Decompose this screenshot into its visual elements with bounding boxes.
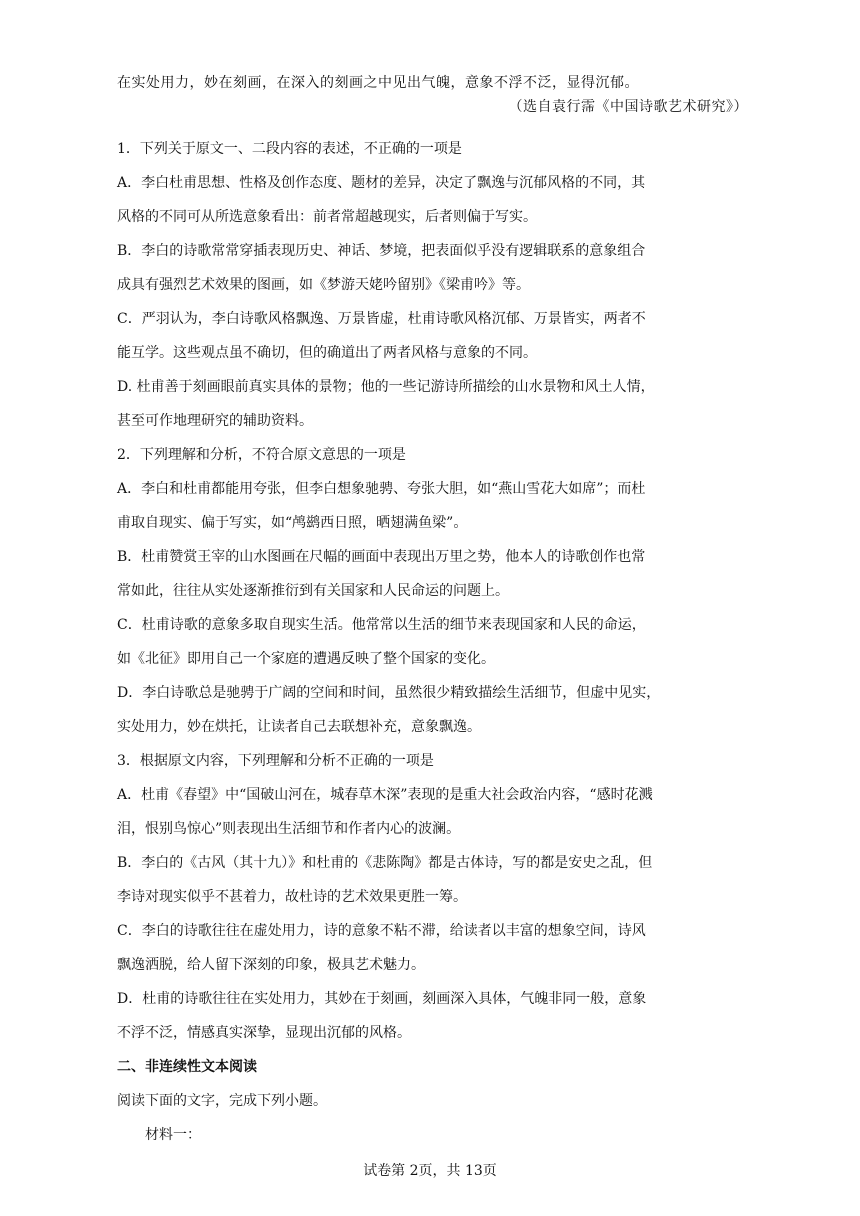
- question-1-stem: 1．下列关于原文一、二段内容的表述，不正确的一项是: [117, 141, 462, 157]
- question-3-option-a-line1: A．杜甫《春望》中“国破山河在，城春草木深”表现的是重大社会政治内容，“感时花溅: [117, 787, 653, 803]
- questions-block: [117, 132, 743, 1152]
- question-3-option-c-line1: C．李白的诗歌往往在虚处用力，诗的意象不粘不滞，给读者以丰富的想象空间，诗风: [117, 923, 646, 939]
- question-3-option-d-line2: 不浮不泛，情感真实深挚，显现出沉郁的风格。: [117, 1025, 411, 1041]
- question-1-option-a-line1: A．李白杜甫思想、性格及创作态度、题材的差异，决定了飘逸与沉郁风格的不同，其: [117, 175, 646, 191]
- question-1-option-c-line2: 能互学。这些观点虽不确切，但的确道出了两者风格与意象的不同。: [117, 345, 537, 361]
- question-1-option-d-line2: 甚至可作地理研究的辅助资料。: [117, 413, 313, 429]
- question-3-option-c-line2: 飘逸洒脱，给人留下深刻的印象，极具艺术魅力。: [117, 957, 425, 973]
- material-label: 材料一：: [145, 1127, 201, 1143]
- question-1-option-d-line1: D. 杜甫善于刻画眼前真实具体的景物；他的一些记游诗所描绘的山水景物和风土人情，: [117, 379, 655, 395]
- question-2-option-a-line1: A．李白和杜甫都能用夸张，但李白想象驰骋、夸张大胆，如“燕山雪花大如席”；而杜: [117, 481, 646, 497]
- question-1-option-b-line2: 成具有强烈艺术效果的图画，如《梦游天姥吟留别》《梁甫吟》等。: [117, 277, 530, 293]
- question-2-option-a-line2: 甫取自现实、偏于写实，如“鸬鹚西日照，晒翅满鱼梁”。: [117, 515, 468, 531]
- question-3-option-b-line2: 李诗对现实似乎不甚着力，故杜诗的艺术效果更胜一筹。: [117, 889, 467, 905]
- question-1-option-b-line1: B．李白的诗歌常常穿插表现历史、神话、梦境，把表面似乎没有逻辑联系的意象组合: [117, 243, 646, 259]
- question-3-stem: 3．根据原文内容，下列理解和分析不正确的一项是: [117, 753, 434, 769]
- question-2-option-d-line2: 实处用力，妙在烘托，让读者自己去联想补充，意象飘逸。: [117, 719, 481, 735]
- question-2-option-b-line1: B．杜甫赞赏王宰的山水图画在尺幅的画面中表现出万里之势，他本人的诗歌创作也常: [117, 549, 646, 565]
- question-2-option-d-line1: D．李白诗歌总是驰骋于广阔的空间和时间，虽然很少精致描绘生活细节，但虚中见实，: [117, 685, 661, 701]
- question-2-option-b-line2: 常如此，往往从实处逐渐推衍到有关国家和人民命运的问题上。: [117, 583, 509, 599]
- question-2-option-c-line1: C．杜甫诗歌的意象多取自现实生活。他常常以生活的细节来表现国家和人民的命运，: [117, 617, 646, 633]
- question-3-option-a-line2: 泪，恨别鸟惊心”则表现出生活细节和作者内心的波澜。: [117, 821, 461, 837]
- section-instruction: 阅读下面的文字，完成下列小题。: [117, 1093, 327, 1109]
- page-footer: 试卷第 2页，共 13页: [363, 1163, 497, 1179]
- question-2-option-c-line2: 如《北征》即用自己一个家庭的遭遇反映了整个国家的变化。: [117, 651, 495, 667]
- question-1-option-c-line1: C．严羽认为，李白诗歌风格飘逸、万景皆虚，杜甫诗歌风格沉郁、万景皆实，两者不: [117, 311, 646, 327]
- question-3-option-d-line1: D．杜甫的诗歌往往在实处用力，其妙在于刻画，刻画深入具体，气魄非同一般，意象: [117, 991, 647, 1007]
- question-1-option-a-line2: 风格的不同可从所选意象看出：前者常超越现实，后者则偏于写实。: [117, 209, 537, 225]
- question-3-option-b-line1: B．李白的《古风（其十九）》和杜甫的《悲陈陶》都是古体诗，写的都是安史之乱，但: [117, 855, 653, 871]
- question-2-stem: 2．下列理解和分析，不符合原文意思的一项是: [117, 447, 406, 463]
- section-heading: 二、非连续性文本阅读: [117, 1059, 257, 1075]
- passage-text: 在实处用力，妙在刻画，在深入的刻画之中见出气魄，意象不浮不泛，显得沉郁。: [117, 75, 639, 91]
- passage-source: （选自袁行霈《中国诗歌艺术研究》）: [508, 99, 748, 115]
- passage-closing-line: [117, 66, 743, 100]
